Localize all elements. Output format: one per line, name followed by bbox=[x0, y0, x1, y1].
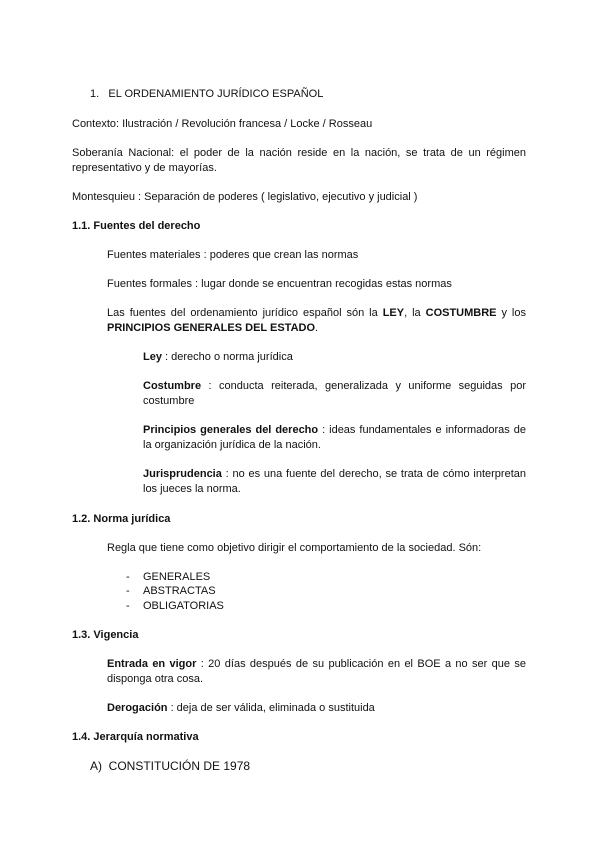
list-item: - bbox=[126, 585, 130, 597]
jerarquia-item-text: CONSTITUCIÓN DE 1978 bbox=[108, 759, 251, 773]
contexto-line: Contexto: Ilustración / Revolución francesa / Locke / Rosseau bbox=[72, 118, 373, 130]
list-item: - bbox=[126, 571, 130, 583]
main-title bbox=[90, 87, 323, 102]
entrada-en-vigor: Entrada en vigor : 20 días después de su publicación en el BOE a no ser que se disponga otra cosa. bbox=[107, 658, 526, 685]
list-item-text: ABSTRACTAS bbox=[143, 585, 216, 597]
section-1-2-heading: 1.2. Norma jurídica bbox=[72, 513, 171, 525]
def-jurisprudencia: Jurisprudencia : no es una fuente del derecho, se trata de cómo interpretan los jueces la norma. bbox=[143, 468, 526, 495]
fuentes-paragraph: Las fuentes del ordenamiento jurídico español són la LEY, la COSTUMBRE y los PRINCIPIOS GENERALES DEL ESTADO. bbox=[107, 307, 526, 334]
list-item: - bbox=[126, 600, 130, 612]
montesquieu-line: Montesquieu : Separación de poderes ( legislativo, ejecutivo y judicial ) bbox=[72, 191, 418, 203]
fuentes-materiales: Fuentes materiales : poderes que crean las normas bbox=[107, 249, 359, 261]
fuentes-formales: Fuentes formales : lugar donde se encuentran recogidas estas normas bbox=[107, 278, 452, 290]
jerarquia-item bbox=[90, 759, 250, 774]
soberania-paragraph: Soberanía Nacional: el poder de la nación reside en la nación, se trata de un régimen representativo y de mayorías. bbox=[72, 147, 526, 174]
def-costumbre: Costumbre : conducta reiterada, generalizada y uniforme seguidas por costumbre bbox=[143, 380, 526, 407]
norma-text: Regla que tiene como objetivo dirigir el comportamiento de la sociedad. Són: bbox=[107, 542, 482, 554]
main-title-number: 1. bbox=[90, 88, 100, 100]
list-item-text: OBLIGATORIAS bbox=[143, 600, 224, 612]
section-1-3-heading: 1.3. Vigencia bbox=[72, 629, 139, 641]
ley-bold: LEY bbox=[382, 307, 405, 319]
def-principios: Principios generales del derecho : ideas fundamentales e informadoras de la organización jurídica de la nación. bbox=[143, 424, 526, 451]
section-1-4-heading: 1.4. Jerarquía normativa bbox=[72, 731, 199, 743]
derogacion: Derogación : deja de ser válida, eliminada o sustituida bbox=[107, 702, 375, 714]
def-ley: Ley : derecho o norma jurídica bbox=[143, 351, 293, 363]
section-1-1-heading: 1.1. Fuentes del derecho bbox=[72, 220, 201, 232]
list-item-text: GENERALES bbox=[143, 571, 211, 583]
jerarquia-item-letter: A) bbox=[90, 759, 102, 773]
principios-bold: PRINCIPIOS GENERALES DEL ESTADO bbox=[107, 322, 316, 334]
main-title-text: EL ORDENAMIENTO JURÍDICO ESPAÑOL bbox=[108, 88, 324, 100]
costumbre-bold: COSTUMBRE bbox=[425, 307, 497, 319]
